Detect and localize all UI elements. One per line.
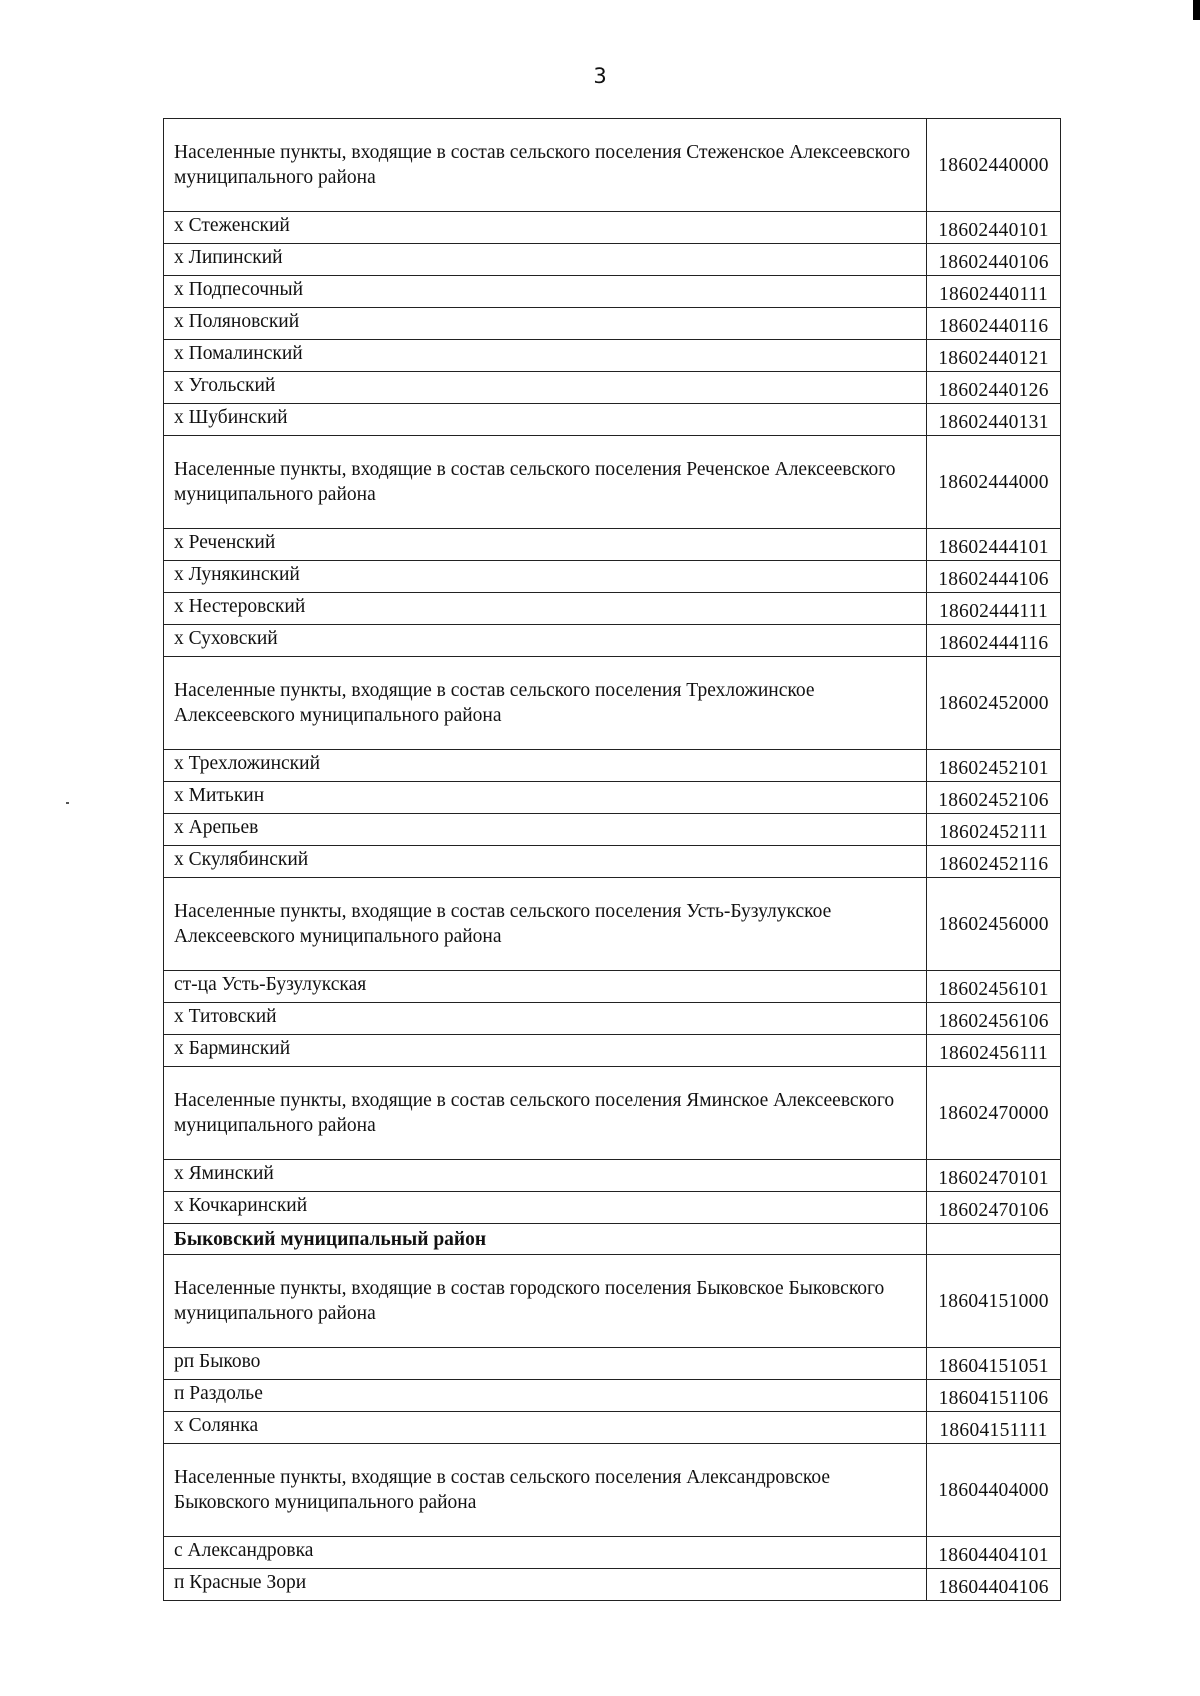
settlement-name: х Суховский [164, 625, 927, 657]
settlement-group-row [164, 1255, 1061, 1348]
oktmo-code: 18602470000 [927, 1067, 1061, 1160]
settlement-name: х Арепьев [164, 814, 927, 846]
settlement-row [164, 1035, 1061, 1067]
settlement-name: с Александровка [164, 1537, 927, 1569]
oktmo-code: 18602452000 [927, 657, 1061, 750]
settlement-name: х Титовский [164, 1003, 927, 1035]
oktmo-code: 18602456111 [927, 1035, 1061, 1067]
settlement-row [164, 1412, 1061, 1444]
settlement-row [164, 1569, 1061, 1601]
settlement-name: п Раздолье [164, 1380, 927, 1412]
settlement-name: х Подпесочный [164, 276, 927, 308]
settlement-name: Населенные пункты, входящие в состав сельского поселения Александровское Быковского муниципального района [164, 1444, 927, 1537]
oktmo-code: 18602440000 [927, 119, 1061, 212]
settlement-name: х Шубинский [164, 404, 927, 436]
settlement-name: Населенные пункты, входящие в состав сельского поселения Стеженское Алексеевского муниципального района [164, 119, 927, 212]
settlement-row [164, 340, 1061, 372]
oktmo-code: 18602440131 [927, 404, 1061, 436]
oktmo-code: 18602440106 [927, 244, 1061, 276]
oktmo-code: 18604151051 [927, 1348, 1061, 1380]
oktmo-code: 18602452101 [927, 750, 1061, 782]
settlement-group-row [164, 657, 1061, 750]
oktmo-code: 18602470106 [927, 1192, 1061, 1224]
oktmo-code: 18604404101 [927, 1537, 1061, 1569]
settlement-row [164, 529, 1061, 561]
settlement-row [164, 593, 1061, 625]
settlement-row [164, 308, 1061, 340]
settlement-name: Населенные пункты, входящие в состав сельского поселения Усть-Бузулукское Алексеевского муниципального района [164, 878, 927, 971]
settlement-name: х Митькин [164, 782, 927, 814]
settlement-name: х Кочкаринский [164, 1192, 927, 1224]
scan-corner-mark [1193, 0, 1200, 20]
settlement-name: х Нестеровский [164, 593, 927, 625]
settlement-name: х Яминский [164, 1160, 927, 1192]
settlement-row [164, 372, 1061, 404]
settlement-name: х Реченский [164, 529, 927, 561]
settlement-name: ст-ца Усть-Бузулукская [164, 971, 927, 1003]
oktmo-code: 18602452106 [927, 782, 1061, 814]
settlement-name: х Скулябинский [164, 846, 927, 878]
oktmo-code: 18604151000 [927, 1255, 1061, 1348]
settlement-name: Населенные пункты, входящие в состав сельского поселения Яминское Алексеевского муниципального района [164, 1067, 927, 1160]
district-name: Быковский муниципальный район [164, 1224, 927, 1255]
oktmo-code: 18604404106 [927, 1569, 1061, 1601]
settlement-row [164, 212, 1061, 244]
settlement-row [164, 846, 1061, 878]
settlement-name: х Поляновский [164, 308, 927, 340]
settlement-name: х Липинский [164, 244, 927, 276]
settlement-row [164, 561, 1061, 593]
settlement-name: рп Быково [164, 1348, 927, 1380]
settlement-row [164, 1192, 1061, 1224]
settlement-row [164, 276, 1061, 308]
settlement-group-row [164, 878, 1061, 971]
settlement-row [164, 1537, 1061, 1569]
oktmo-code: 18602444111 [927, 593, 1061, 625]
settlement-name: Населенные пункты, входящие в состав сельского поселения Трехложинское Алексеевского муниципального района [164, 657, 927, 750]
settlement-name: х Солянка [164, 1412, 927, 1444]
oktmo-code: 18602470101 [927, 1160, 1061, 1192]
settlement-group-row [164, 436, 1061, 529]
oktmo-code: 18602452111 [927, 814, 1061, 846]
settlement-row [164, 1003, 1061, 1035]
settlements-table-body [164, 119, 1061, 1601]
settlement-name: Населенные пункты, входящие в состав сельского поселения Реченское Алексеевского муниципального района [164, 436, 927, 529]
settlement-name: х Стеженский [164, 212, 927, 244]
oktmo-code: 18602444106 [927, 561, 1061, 593]
oktmo-code: 18602444116 [927, 625, 1061, 657]
settlement-row [164, 1160, 1061, 1192]
settlement-row [164, 404, 1061, 436]
oktmo-code: 18602456101 [927, 971, 1061, 1003]
oktmo-code: 18602440116 [927, 308, 1061, 340]
settlements-table [163, 118, 1061, 1601]
settlement-group-row [164, 1067, 1061, 1160]
settlement-row [164, 750, 1061, 782]
settlement-row [164, 782, 1061, 814]
district-heading-row [164, 1224, 1061, 1255]
settlement-name: х Трехложинский [164, 750, 927, 782]
oktmo-code: 18602440121 [927, 340, 1061, 372]
settlement-name: х Барминский [164, 1035, 927, 1067]
page-number: 3 [593, 64, 607, 88]
settlement-row [164, 1380, 1061, 1412]
settlement-row [164, 814, 1061, 846]
oktmo-code: 18602456000 [927, 878, 1061, 971]
oktmo-code: 18602452116 [927, 846, 1061, 878]
oktmo-code [927, 1224, 1061, 1255]
oktmo-code: 18602440111 [927, 276, 1061, 308]
settlement-name: п Красные Зори [164, 1569, 927, 1601]
settlement-row [164, 244, 1061, 276]
settlement-name: х Угольский [164, 372, 927, 404]
oktmo-code: 18602444101 [927, 529, 1061, 561]
oktmo-code: 18604404000 [927, 1444, 1061, 1537]
oktmo-code: 18604151106 [927, 1380, 1061, 1412]
oktmo-code: 18602440126 [927, 372, 1061, 404]
oktmo-code: 18602440101 [927, 212, 1061, 244]
settlement-name: х Помалинский [164, 340, 927, 372]
oktmo-code: 18602444000 [927, 436, 1061, 529]
settlement-row [164, 1348, 1061, 1380]
settlement-name: Населенные пункты, входящие в состав городского поселения Быковское Быковского муниципального района [164, 1255, 927, 1348]
settlement-row [164, 971, 1061, 1003]
oktmo-code: 18602456106 [927, 1003, 1061, 1035]
settlement-name: х Лунякинский [164, 561, 927, 593]
settlement-row [164, 625, 1061, 657]
scan-speck [66, 802, 69, 804]
settlement-group-row [164, 119, 1061, 212]
settlement-group-row [164, 1444, 1061, 1537]
oktmo-code: 18604151111 [927, 1412, 1061, 1444]
